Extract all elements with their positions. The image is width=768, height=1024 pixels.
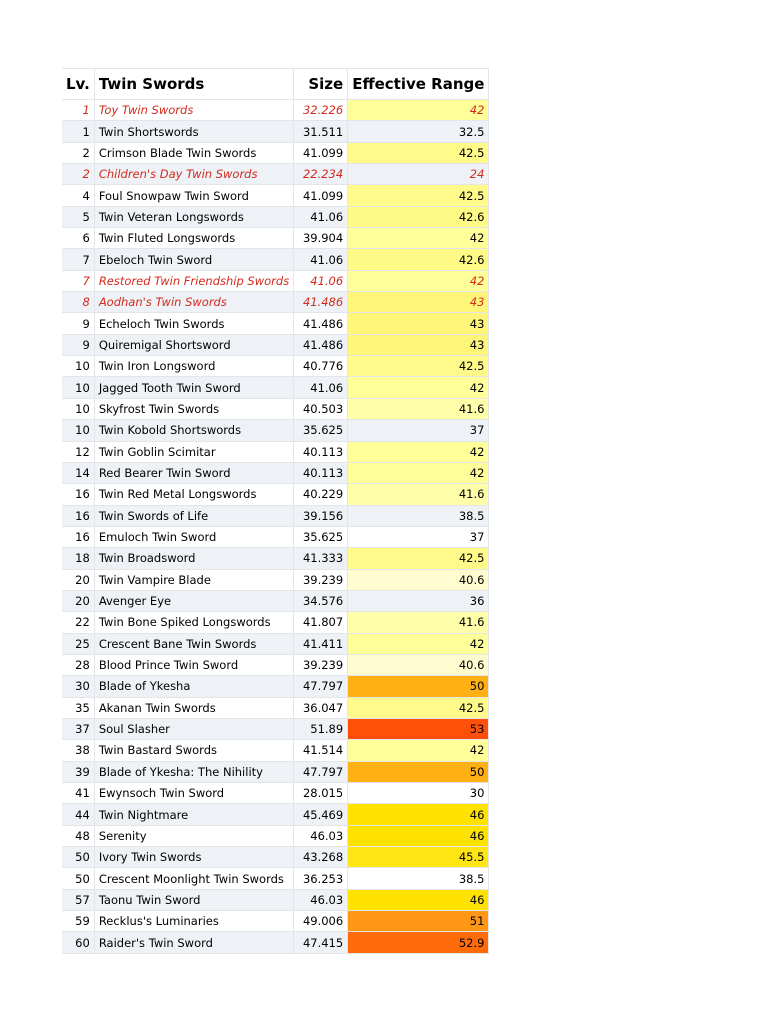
cell-size: 36.047 [294,697,348,718]
cell-lv: 20 [62,569,94,590]
cell-name: Crescent Bane Twin Swords [94,633,293,654]
table-row [62,185,489,206]
cell-name: Twin Broadsword [94,548,293,569]
cell-range: 42 [348,270,489,291]
cell-range: 42 [348,740,489,761]
cell-name: Taonu Twin Sword [94,889,293,910]
table-row [62,377,489,398]
cell-lv: 39 [62,761,94,782]
header-range: Effective Range [348,69,489,100]
cell-range: 42.6 [348,206,489,227]
cell-size: 41.486 [294,313,348,334]
cell-lv: 1 [62,100,94,121]
cell-range: 36 [348,590,489,611]
cell-lv: 14 [62,462,94,483]
cell-lv: 25 [62,633,94,654]
cell-range: 43 [348,313,489,334]
table-row [62,142,489,163]
cell-lv: 38 [62,740,94,761]
cell-size: 40.503 [294,398,348,419]
cell-size: 22.234 [294,164,348,185]
table-row [62,761,489,782]
cell-size: 45.469 [294,804,348,825]
cell-lv: 20 [62,590,94,611]
table-row [62,334,489,355]
weapon-table [62,68,489,954]
table-row [62,804,489,825]
cell-range: 46 [348,889,489,910]
cell-size: 39.239 [294,654,348,675]
cell-range: 42.6 [348,249,489,270]
cell-size: 46.03 [294,889,348,910]
table-row [62,100,489,121]
table-row [62,868,489,889]
cell-size: 40.776 [294,356,348,377]
cell-size: 41.06 [294,377,348,398]
cell-name: Crimson Blade Twin Swords [94,142,293,163]
header-name: Twin Swords [94,69,293,100]
table-row [62,505,489,526]
cell-name: Emuloch Twin Sword [94,526,293,547]
cell-lv: 59 [62,911,94,932]
cell-name: Skyfrost Twin Swords [94,398,293,419]
cell-name: Ebeloch Twin Sword [94,249,293,270]
table-row [62,420,489,441]
cell-name: Twin Goblin Scimitar [94,441,293,462]
table-row [62,292,489,313]
table-row [62,206,489,227]
cell-range: 41.6 [348,398,489,419]
cell-name: Raider's Twin Sword [94,932,293,953]
cell-size: 47.797 [294,761,348,782]
table-row [62,569,489,590]
cell-range: 43 [348,334,489,355]
cell-range: 42 [348,462,489,483]
cell-size: 36.253 [294,868,348,889]
cell-range: 38.5 [348,505,489,526]
cell-size: 28.015 [294,783,348,804]
cell-range: 42 [348,100,489,121]
cell-size: 41.099 [294,185,348,206]
cell-name: Akanan Twin Swords [94,697,293,718]
table-row [62,356,489,377]
cell-lv: 10 [62,398,94,419]
cell-size: 40.229 [294,484,348,505]
cell-range: 42 [348,633,489,654]
cell-size: 32.226 [294,100,348,121]
table-row [62,612,489,633]
cell-name: Jagged Tooth Twin Sword [94,377,293,398]
cell-lv: 6 [62,228,94,249]
cell-lv: 44 [62,804,94,825]
table-row [62,270,489,291]
table-row [62,441,489,462]
cell-lv: 50 [62,868,94,889]
cell-size: 34.576 [294,590,348,611]
cell-size: 39.239 [294,569,348,590]
cell-name: Blood Prince Twin Sword [94,654,293,675]
cell-name: Twin Bone Spiked Longswords [94,612,293,633]
table-row [62,740,489,761]
cell-name: Twin Nightmare [94,804,293,825]
cell-lv: 2 [62,142,94,163]
cell-range: 50 [348,676,489,697]
cell-size: 40.113 [294,441,348,462]
cell-range: 52.9 [348,932,489,953]
cell-size: 41.514 [294,740,348,761]
cell-name: Echeloch Twin Swords [94,313,293,334]
cell-range: 42.5 [348,185,489,206]
cell-name: Children's Day Twin Swords [94,164,293,185]
table-row [62,228,489,249]
cell-name: Ivory Twin Swords [94,847,293,868]
cell-lv: 16 [62,526,94,547]
table-row [62,825,489,846]
cell-size: 35.625 [294,526,348,547]
table-row [62,697,489,718]
cell-name: Foul Snowpaw Twin Sword [94,185,293,206]
table-row [62,932,489,953]
cell-name: Twin Kobold Shortswords [94,420,293,441]
cell-lv: 7 [62,249,94,270]
cell-size: 39.156 [294,505,348,526]
table-row [62,398,489,419]
cell-range: 30 [348,783,489,804]
cell-lv: 10 [62,420,94,441]
cell-size: 41.486 [294,292,348,313]
cell-range: 45.5 [348,847,489,868]
cell-lv: 22 [62,612,94,633]
cell-lv: 8 [62,292,94,313]
cell-name: Twin Vampire Blade [94,569,293,590]
cell-range: 50 [348,761,489,782]
cell-range: 24 [348,164,489,185]
cell-range: 46 [348,804,489,825]
cell-size: 41.333 [294,548,348,569]
cell-lv: 9 [62,334,94,355]
cell-size: 47.797 [294,676,348,697]
cell-range: 53 [348,718,489,739]
cell-range: 42.5 [348,356,489,377]
cell-size: 41.099 [294,142,348,163]
cell-lv: 4 [62,185,94,206]
cell-size: 49.006 [294,911,348,932]
cell-size: 31.511 [294,121,348,142]
cell-lv: 12 [62,441,94,462]
cell-lv: 18 [62,548,94,569]
cell-lv: 1 [62,121,94,142]
cell-name: Twin Fluted Longswords [94,228,293,249]
cell-lv: 10 [62,377,94,398]
table-row [62,484,489,505]
cell-name: Twin Veteran Longswords [94,206,293,227]
cell-name: Twin Red Metal Longswords [94,484,293,505]
table-row [62,548,489,569]
cell-range: 40.6 [348,654,489,675]
header-size: Size [294,69,348,100]
cell-name: Twin Bastard Swords [94,740,293,761]
cell-range: 32.5 [348,121,489,142]
table-row [62,654,489,675]
cell-lv: 28 [62,654,94,675]
cell-lv: 35 [62,697,94,718]
cell-range: 42.5 [348,142,489,163]
cell-lv: 16 [62,484,94,505]
cell-range: 51 [348,911,489,932]
cell-name: Blade of Ykesha [94,676,293,697]
cell-name: Aodhan's Twin Swords [94,292,293,313]
cell-size: 46.03 [294,825,348,846]
cell-name: Blade of Ykesha: The Nihility [94,761,293,782]
cell-lv: 57 [62,889,94,910]
cell-range: 42.5 [348,697,489,718]
cell-size: 41.411 [294,633,348,654]
table-row [62,718,489,739]
table-row [62,121,489,142]
cell-range: 40.6 [348,569,489,590]
cell-lv: 7 [62,270,94,291]
cell-lv: 41 [62,783,94,804]
cell-lv: 60 [62,932,94,953]
cell-size: 41.486 [294,334,348,355]
cell-size: 39.904 [294,228,348,249]
table-row [62,526,489,547]
cell-name: Twin Swords of Life [94,505,293,526]
cell-range: 42.5 [348,548,489,569]
table-row [62,889,489,910]
cell-range: 43 [348,292,489,313]
cell-name: Serenity [94,825,293,846]
cell-name: Recklus's Luminaries [94,911,293,932]
table-row [62,249,489,270]
header-lv: Lv. [62,69,94,100]
cell-size: 41.06 [294,249,348,270]
table-row [62,590,489,611]
cell-range: 37 [348,526,489,547]
cell-name: Avenger Eye [94,590,293,611]
cell-name: Twin Iron Longsword [94,356,293,377]
cell-size: 40.113 [294,462,348,483]
cell-name: Toy Twin Swords [94,100,293,121]
cell-lv: 48 [62,825,94,846]
cell-lv: 5 [62,206,94,227]
cell-range: 42 [348,377,489,398]
table-row [62,847,489,868]
weapon-table-body [62,69,489,954]
cell-size: 43.268 [294,847,348,868]
table-row [62,783,489,804]
cell-range: 42 [348,228,489,249]
cell-size: 47.415 [294,932,348,953]
cell-name: Crescent Moonlight Twin Swords [94,868,293,889]
cell-name: Soul Slasher [94,718,293,739]
cell-range: 37 [348,420,489,441]
cell-range: 41.6 [348,612,489,633]
cell-lv: 30 [62,676,94,697]
cell-lv: 10 [62,356,94,377]
cell-size: 35.625 [294,420,348,441]
table-row [62,164,489,185]
cell-lv: 50 [62,847,94,868]
table-row [62,313,489,334]
cell-lv: 16 [62,505,94,526]
table-row [62,462,489,483]
header-row [62,69,489,100]
cell-name: Restored Twin Friendship Swords [94,270,293,291]
cell-range: 46 [348,825,489,846]
cell-lv: 9 [62,313,94,334]
cell-size: 51.89 [294,718,348,739]
cell-name: Quiremigal Shortsword [94,334,293,355]
cell-range: 41.6 [348,484,489,505]
cell-range: 42 [348,441,489,462]
table-row [62,633,489,654]
cell-size: 41.06 [294,206,348,227]
cell-lv: 37 [62,718,94,739]
cell-size: 41.807 [294,612,348,633]
cell-name: Ewynsoch Twin Sword [94,783,293,804]
table-row [62,911,489,932]
cell-name: Twin Shortswords [94,121,293,142]
table-row [62,676,489,697]
cell-range: 38.5 [348,868,489,889]
cell-name: Red Bearer Twin Sword [94,462,293,483]
cell-size: 41.06 [294,270,348,291]
cell-lv: 2 [62,164,94,185]
